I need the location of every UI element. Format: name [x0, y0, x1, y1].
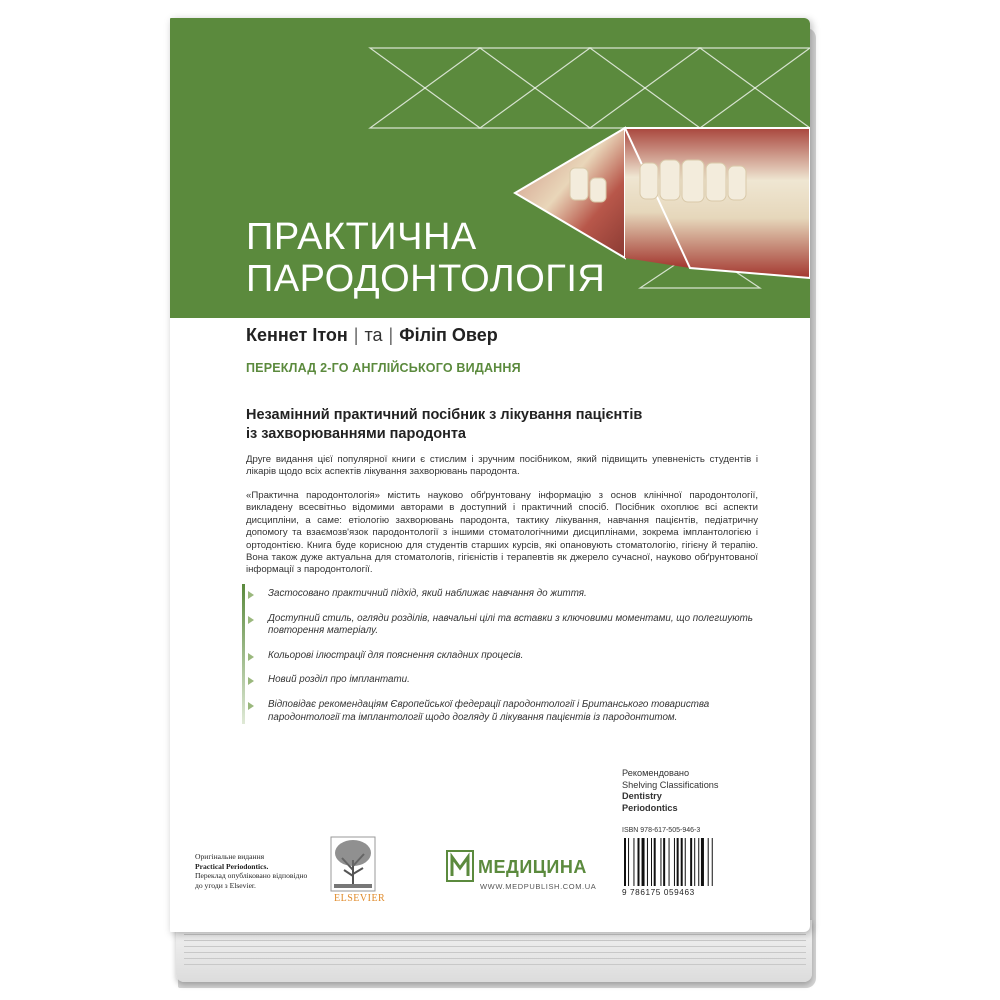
barcode-bar: [642, 838, 645, 886]
barcode-bar: [677, 838, 679, 886]
headline-line-1: Незамінний практичний посібник з лікування пацієнтів: [246, 407, 643, 423]
feature-item: Відповідає рекомендаціям Європейської федерації пародонтології і Британського товариства пародонтології та імплантології щодо догляду й лікування пацієнтів із пародонтитом.: [242, 699, 762, 724]
book-back-cover: [170, 18, 810, 932]
author-2: Філіп Овер: [399, 325, 498, 345]
barcode-bar: [690, 838, 692, 886]
publisher-url: WWW.MEDPUBLISH.COM.UA: [480, 882, 597, 891]
barcode-bar: [701, 838, 704, 886]
title-line-1: ПРАКТИЧНА: [246, 216, 477, 258]
barcode-bar: [654, 838, 656, 886]
shelving-classification: Рекомендовано Shelving Classifications Dentistry Periodontics: [622, 768, 719, 813]
feature-item: Новий розділ про імплантати.: [242, 674, 762, 687]
barcode-bar: [628, 838, 629, 886]
triangle-bullet-icon: [248, 677, 254, 685]
barcode-bar: [647, 838, 648, 886]
barcode: [622, 838, 750, 892]
headline-line-2: із захворюваннями пародонта: [246, 426, 466, 442]
triangle-bullet-icon: [248, 653, 254, 661]
headline: [246, 406, 766, 444]
feature-list: [242, 588, 762, 724]
green-header-panel: [170, 18, 810, 318]
triangle-bullet-icon: [248, 591, 254, 599]
barcode-bar: [669, 838, 670, 886]
triangle-bullet-icon: [248, 616, 254, 624]
barcode-bar: [694, 838, 695, 886]
conjunction: та: [364, 325, 383, 345]
edition-note: ПЕРЕКЛАД 2-ГО АНГЛІЙСЬКОГО ВИДАННЯ: [246, 361, 521, 375]
title-line-2: ПАРОДОНТОЛОГІЯ: [246, 258, 606, 300]
original-edition-note: Оригінальне видання Practical Periodontics. Переклад опубліковано відповідно до угоди з Elsevier.: [195, 852, 308, 890]
barcode-bar: [712, 838, 713, 886]
barcode-bar: [633, 838, 634, 886]
feature-item: Доступний стиль, огляди розділів, навчальні цілі та вставки з ключовими моментами, що полегшують повторення матеріалу.: [242, 613, 762, 638]
barcode-number: 9 786175 059463: [622, 888, 695, 897]
barcode-bar: [638, 838, 640, 886]
elsevier-label: ELSEVIER: [334, 893, 386, 904]
authors: Кеннет Ітон | та | Філіп Овер: [246, 325, 498, 345]
feature-item: Застосовано практичний підхід, який наближає навчання до життя.: [242, 588, 762, 601]
description-paragraph-1: Друге видання цієї популярної книги є стислим і зручним посібником, який підвищить упевненість студентів і лікарів щодо всіх аспектів лікування захворювань пародонта.: [246, 454, 758, 478]
feature-item: Кольорові ілюстрації для пояснення складних процесів.: [242, 650, 762, 663]
isbn: ISBN 978-617-505-946-3: [622, 827, 701, 834]
barcode-bar: [674, 838, 675, 886]
barcode-bar: [681, 838, 683, 886]
barcode-bar: [708, 838, 709, 886]
barcode-bar: [651, 838, 652, 886]
description-paragraph-2: «Практична пародонтологія» містить науково обґрунтовану інформацію з основ клінічної пародонтології, викладену всесвітньо відомими авторами в доступний і практичний спосіб. Посібник охоплює всі аспекти дисципліни, а саме: етіологію захворювань пародонта, тактику лікування, навчання пацієнтів, педіатричну допомогу та взаємозв'язок пародонтології з іншими стоматологічними дисциплінами, зокрема імплантологією і ортодонтією. Книга буде корисною для студентів старших курсів, які опановують стоматологію, гігієну й терапію. Вона також дуже актуальна для стоматологів, гігієністів і терапевтів як джерело сучасної, науково обґрунтованої інформації з пародонтології.: [246, 490, 758, 576]
book-title: [246, 216, 605, 300]
author-1: Кеннет Ітон: [246, 325, 348, 345]
barcode-bar: [660, 838, 661, 886]
barcode-bar: [663, 838, 665, 886]
medytsyna-logo-icon: [446, 850, 474, 882]
barcode-bar: [698, 838, 699, 886]
elsevier-tree-logo-icon: [330, 836, 376, 892]
triangle-bullet-icon: [248, 702, 254, 710]
barcode-bar: [685, 838, 686, 886]
publisher-name: МЕДИЦИНА: [478, 857, 587, 877]
barcode-bar: [624, 838, 626, 886]
